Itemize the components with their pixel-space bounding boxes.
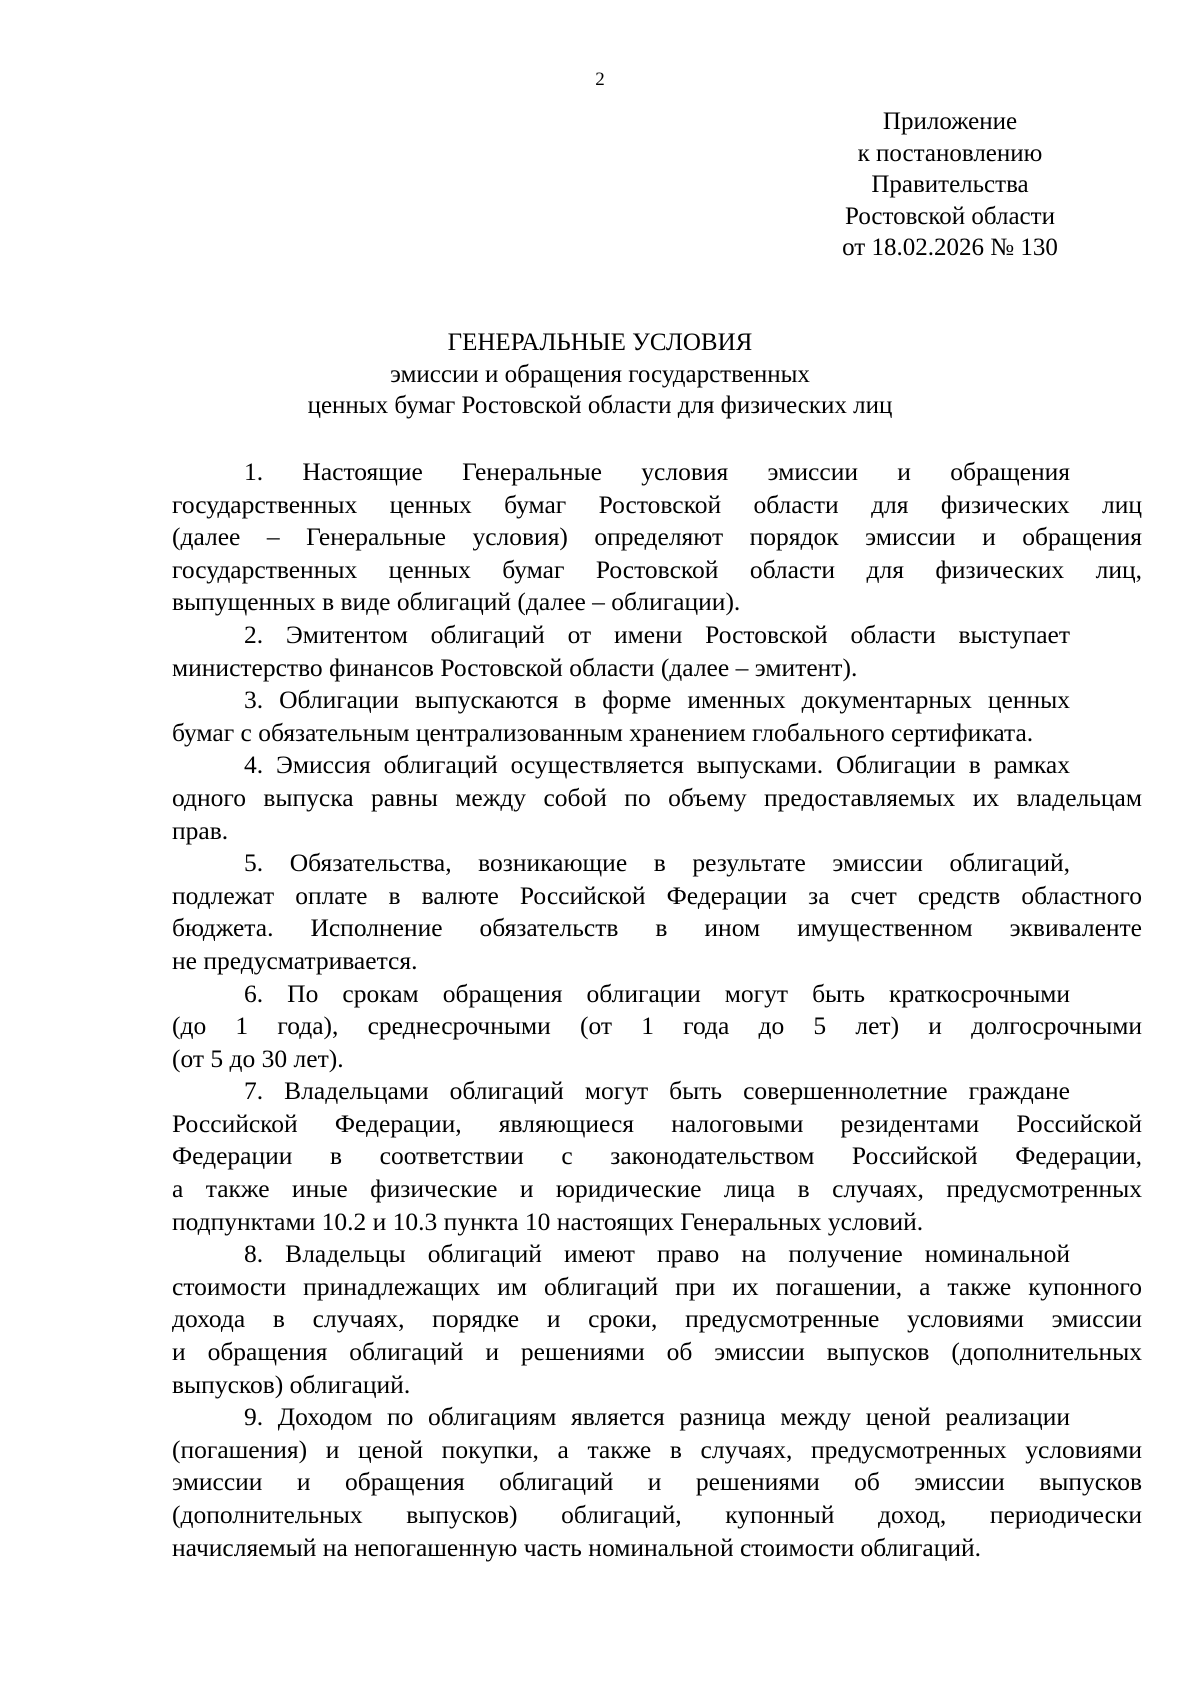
paragraph-line: 5. Обязательства, возникающие в результате эмиссии облигаций,	[244, 848, 1070, 878]
paragraph-line: начисляемый на непогашенную часть номинальной стоимости облигаций.	[172, 1532, 982, 1562]
appendix-line: Ростовской области	[845, 202, 1055, 230]
appendix-line: от 18.02.2026 № 130	[842, 234, 1058, 261]
paragraph-line: подлежат оплате в валюте Российской Федерации за счет средств областного	[172, 880, 1142, 910]
appendix-header	[800, 106, 1100, 264]
paragraph-line: 8. Владельцы облигаций имеют право на получение номинальной	[244, 1239, 1070, 1269]
paragraph-item-8	[172, 1238, 1142, 1401]
paragraph-line: 4. Эмиссия облигаций осуществляется выпусками. Облигации в рамках	[244, 750, 1070, 780]
paragraph-line: бумаг с обязательным централизованным хранением глобального сертификата.	[172, 717, 1034, 747]
title-heading: ГЕНЕРАЛЬНЫЕ УСЛОВИЯ	[447, 329, 753, 356]
paragraph-item-9	[172, 1401, 1142, 1564]
paragraph-line: 9. Доходом по облигациям является разница между ценой реализации	[244, 1402, 1070, 1432]
title-subtitle-line: эмиссии и обращения государственных	[390, 360, 810, 388]
paragraph-item-6	[172, 978, 1142, 1076]
paragraph-line: (от 5 до 30 лет).	[172, 1043, 344, 1073]
appendix-line: Приложение	[882, 108, 1018, 135]
paragraph-line: 7. Владельцами облигаций могут быть совершеннолетние граждане	[244, 1076, 1070, 1106]
paragraph-item-2	[172, 619, 1142, 684]
paragraph-item-5	[172, 847, 1142, 977]
paragraph-line: 2. Эмитентом облигаций от имени Ростовской области выступает	[244, 619, 1070, 649]
document-title	[0, 327, 1200, 422]
paragraph-item-1	[172, 456, 1142, 619]
paragraph-item-4	[172, 749, 1142, 847]
paragraph-line: стоимости принадлежащих им облигаций при их погашении, а также купонного	[172, 1271, 1142, 1301]
document-body	[172, 456, 1142, 1564]
paragraph-line: дохода в случаях, порядке и сроки, предусмотренные условиями эмиссии	[172, 1304, 1142, 1334]
paragraph-line: (далее – Генеральные условия) определяют порядок эмиссии и обращения	[172, 522, 1142, 552]
appendix-line: к постановлению	[857, 139, 1043, 167]
paragraph-line: подпунктами 10.2 и 10.3 пункта 10 настоящих Генеральных условий.	[172, 1206, 924, 1236]
paragraph-line: Российской Федерации, являющиеся налоговыми резидентами Российской	[172, 1108, 1142, 1138]
page-number: 2	[595, 69, 605, 90]
paragraph-line: прав.	[172, 815, 229, 845]
paragraph-line: а также иные физические и юридические лица в случаях, предусмотренных	[172, 1174, 1142, 1204]
paragraph-line: 3. Облигации выпускаются в форме именных документарных ценных	[244, 685, 1070, 715]
paragraph-line: (дополнительных выпусков) облигаций, купонный доход, периодически	[172, 1500, 1142, 1529]
paragraph-line: бюджета. Исполнение обязательств в ином имущественном эквиваленте	[172, 913, 1142, 943]
paragraph-line: (до 1 года), среднесрочными (от 1 года до 5 лет) и долгосрочными	[172, 1011, 1142, 1041]
paragraph-line: 6. По срокам обращения облигации могут быть краткосрочными	[244, 978, 1070, 1008]
paragraph-line: государственных ценных бумаг Ростовской области для физических лиц	[172, 489, 1142, 519]
paragraph-item-7	[172, 1075, 1142, 1238]
paragraph-line: Федерации в соответствии с законодательством Российской Федерации,	[172, 1141, 1142, 1171]
paragraph-line: (погашения) и ценой покупки, а также в случаях, предусмотренных условиями	[172, 1434, 1142, 1464]
paragraph-item-3	[172, 684, 1142, 749]
title-subtitle-line: ценных бумаг Ростовской области для физических лиц	[307, 392, 893, 419]
paragraph-line: государственных ценных бумаг Ростовской области для физических лиц,	[172, 554, 1142, 584]
appendix-line: Правительства	[871, 171, 1029, 198]
paragraph-line: министерство финансов Ростовской области (далее – эмитент).	[172, 652, 858, 682]
paragraph-line: и обращения облигаций и решениями об эмиссии выпусков (дополнительных	[172, 1337, 1142, 1367]
paragraph-line: 1. Настоящие Генеральные условия эмиссии и обращения	[244, 457, 1070, 486]
paragraph-line: эмиссии и обращения облигаций и решениями об эмиссии выпусков	[172, 1467, 1142, 1497]
paragraph-line: одного выпуска равны между собой по объему предоставляемых их владельцам	[172, 782, 1142, 812]
paragraph-line: не предусматривается.	[172, 945, 418, 975]
paragraph-line: выпусков) облигаций.	[172, 1369, 411, 1399]
paragraph-line: выпущенных в виде облигаций (далее – облигации).	[172, 587, 741, 617]
